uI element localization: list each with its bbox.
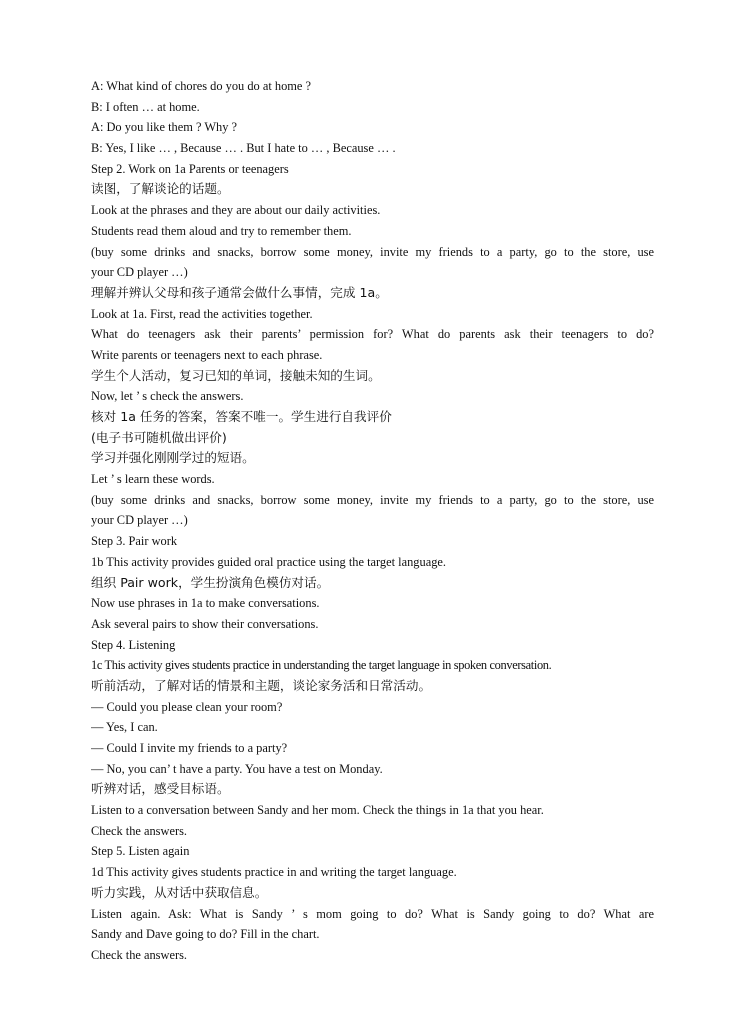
dialogue-line: — Could I invite my friends to a party? — [91, 741, 288, 755]
text-line: Let ’ s learn these words. — [91, 472, 215, 487]
dialogue-line-question: A: What kind of chores do you do at home ? — [91, 79, 312, 93]
chinese-instruction: (电子书可随机做出评价) — [91, 429, 227, 445]
text-line: What do teenagers ask their parents’ permission for? What do parents ask their teenagers to do? — [91, 327, 654, 342]
step-heading: Step 3. Pair work — [91, 534, 178, 549]
phrase-list-line: (buy some drinks and snacks, borrow some money, invite my friends to a party, go to the store, use — [91, 492, 654, 507]
chinese-instruction: 读图，了解谈论的话题。 — [91, 181, 230, 197]
document-page — [91, 76, 654, 966]
step-heading: Step 2. Work on 1a Parents or teenagers — [91, 161, 289, 176]
text-line: 1b This activity provides guided oral practice using the target language. — [91, 554, 446, 569]
dialogue-line-answer: B: Yes, I like … , Because … . But I hate to … , Because … . — [91, 141, 396, 156]
text-line: Now use phrases in 1a to make conversations. — [91, 596, 320, 611]
text-line: Look at the phrases and they are about our daily activities. — [91, 203, 381, 218]
text-line: Listen to a conversation between Sandy and her mom. Check the things in 1a that you hear. — [91, 803, 544, 818]
chinese-instruction: 听力实践，从对话中获取信息。 — [91, 884, 268, 900]
step-heading: Step 4. Listening — [91, 637, 176, 652]
chinese-instruction: 理解并辨认父母和孩子通常会做什么事情，完成 1a。 — [91, 284, 388, 300]
dialogue-line-answer: B: I often … at home. — [91, 99, 200, 114]
text-line: Check the answers. — [91, 823, 187, 838]
dialogue-line: — No, you can’ t have a party. You have a test on Monday. — [91, 761, 383, 776]
phrase-list-line: (buy some drinks and snacks, borrow some money, invite my friends to a party, go to the store, use — [91, 244, 654, 259]
dialogue-line-question: A: Do you like them ? Why ? — [91, 120, 238, 135]
text-line: Sandy and Dave going to do? Fill in the chart. — [91, 927, 320, 942]
text-line: Students read them aloud and try to remember them. — [91, 223, 352, 238]
phrase-list-line: your CD player …) — [91, 513, 188, 528]
chinese-instruction: 听辨对话，感受目标语。 — [91, 781, 230, 797]
text-line: Listen again. Ask: What is Sandy ’ s mom going to do? What is Sandy going to do? What are — [91, 906, 654, 921]
text-line: Check the answers. — [91, 947, 187, 962]
text-line: 1d This activity gives students practice in and writing the target language. — [91, 865, 457, 880]
step-heading: Step 5. Listen again — [91, 844, 190, 859]
text-line: Now, let ’ s check the answers. — [91, 389, 244, 404]
chinese-instruction: 组织 Pair work，学生扮演角色模仿对话。 — [91, 574, 330, 590]
text-line: Write parents or teenagers next to each phrase. — [91, 347, 323, 362]
chinese-instruction: 核对 1a 任务的答案，答案不唯一。学生进行自我评价 — [91, 409, 392, 424]
chinese-instruction: 学习并强化刚刚学过的短语。 — [91, 450, 255, 466]
phrase-list-line: your CD player …) — [91, 265, 188, 280]
chinese-instruction: 学生个人活动，复习已知的单词，接触未知的生词。 — [91, 367, 381, 383]
text-line: Look at 1a. First, read the activities together. — [91, 306, 313, 321]
text-line: Ask several pairs to show their conversations. — [91, 616, 319, 631]
chinese-instruction: 听前活动，了解对话的情景和主题，谈论家务活和日常活动。 — [91, 677, 432, 693]
dialogue-line: — Yes, I can. — [91, 720, 158, 735]
dialogue-line: — Could you please clean your room? — [91, 699, 283, 714]
text-line: 1c This activity gives students practice in understanding the target language in spoken conversation. — [91, 658, 552, 673]
